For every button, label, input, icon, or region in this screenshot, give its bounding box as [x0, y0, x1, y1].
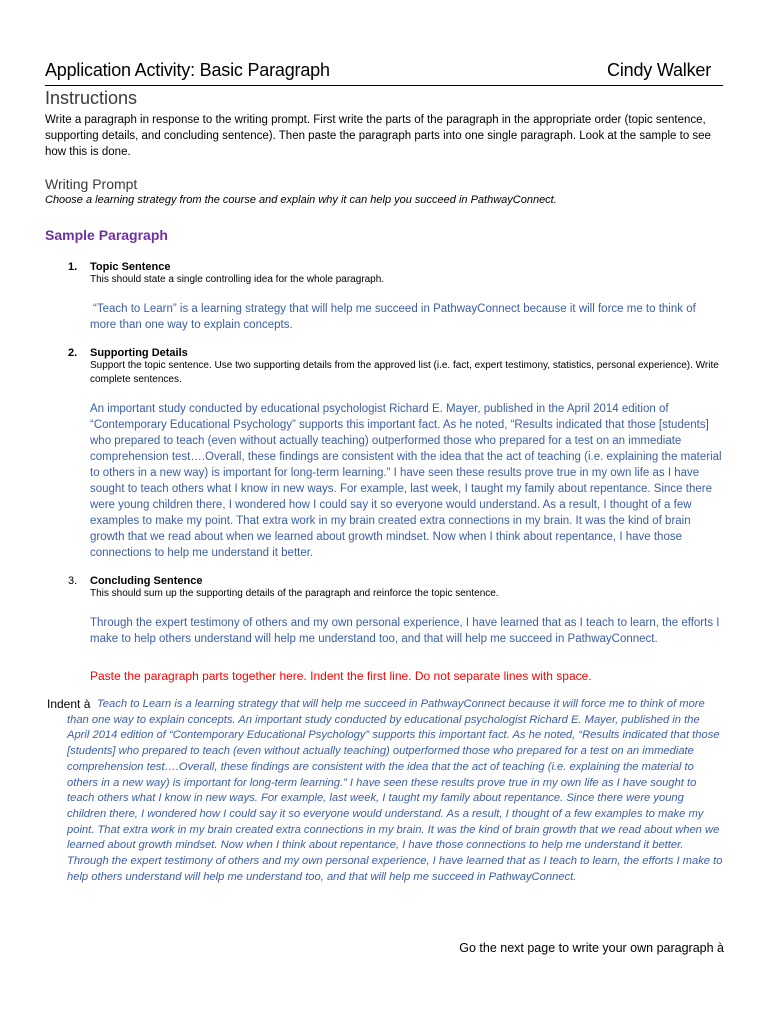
step-description: Support the topic sentence. Use two supporting details from the approved list (i.e. fact, expert testimony, statistics, personal experience). Write complete sentences. [90, 360, 719, 385]
step-topic-sentence [68, 261, 723, 333]
step-description: This should state a single controlling idea for the whole paragraph. [90, 274, 385, 285]
instructions-text: Write a paragraph in response to the writing prompt. First write the parts of the paragraph in the appropriate order (topic sentence, supporting details, and concluding sentence). Then paste the paragraph parts into one single paragraph. Look at the sample to see how this is done. [45, 114, 711, 158]
sample-paragraph-heading: Sample Paragraph [45, 227, 168, 243]
next-page-note: Go the next page to write your own paragraph à [459, 941, 724, 955]
concluding-sentence-text: Through the expert testimony of others and my own personal experience, I have learned that as I teach to learn, the efforts I make to help others understand will help me understand too, and that will help me succeed in PathwayConnect. [90, 617, 720, 645]
combined-paragraph: Teach to Learn is a learning strategy that will help me succeed in PathwayConnect because it will force me to think of more than one way to explain concepts. An important study conducted by educational psychologist Richard E. Mayer, published in the April 2014 edition of “Contemporary Educational Psychology” supports this important fact. As he noted, “Results indicated that those [students] who prepared to teach (even without actually teaching) outperformed those who prepared for a test on an immediate comprehension test….Overall, these findings are consistent with the idea that the act of teaching (i.e. explaining the material to others in a new way) is important for long-term learning.” I have seen these results prove true in my own life as I have sought to teach others what I know in new ways. For example, last week, I taught my family about repentance. Since there were young children there, I wondered how I could say it so everyone would understand. As a result, I thought of a few examples to make my point. That extra work in my brain created extra connections in my brain. It was the kind of brain growth that we read about when we learned about growth mindset. Now when I think about repentance, I have those connections to help me understand it better. Through the expert testimony of others and my own personal experience, I have learned that as I teach to learn, the efforts I make to help others understand will help me understand too, and that will help me succeed in PathwayConnect. [67, 698, 723, 883]
writing-prompt-text: Choose a learning strategy from the course and explain why it can help you succeed in PathwayConnect. [45, 194, 557, 206]
step-name: Topic Sentence [90, 261, 171, 273]
step-number: 1. [68, 261, 78, 273]
step-number: 3. [68, 575, 78, 587]
combined-paragraph-block [45, 697, 723, 885]
author-name: Cindy Walker [607, 60, 711, 80]
writing-prompt-heading: Writing Prompt [45, 176, 138, 192]
indent-label: Indent à [47, 697, 91, 711]
paste-instruction-note: Paste the paragraph parts together here. Indent the first line. Do not separate lines with space. [90, 669, 592, 683]
document-header [45, 60, 723, 86]
supporting-details-text: An important study conducted by educational psychologist Richard E. Mayer, published in the April 2014 edition of “Contemporary Educational Psychology” supports this important fact. As he noted, “Results indicated that those [students] who prepared to teach (even without actually teaching) outperformed those who prepared for a test on an immediate comprehension test….Overall, these findings are consistent with the idea that the act of teaching (i.e. explaining the material to others in a new way) is important for long-term learning.” I have seen these results prove true in my own life as I have sought to teach others what I know in new ways. For example, last week, I taught my family about repentance. Since there were young children there, I wondered how I could say it so everyone would understand. As a result, I thought of a few examples to make my point. That extra work in my brain created extra connections in my brain. It was the kind of brain growth that we read about when we learned about growth mindset. Now when I think about repentance, I have those connections to help me understand it better. [90, 403, 722, 559]
topic-sentence-text: “Teach to Learn” is a learning strategy that will help me succeed in PathwayConnect because it will force me to think of more than one way to explain concepts. [90, 303, 696, 331]
step-concluding-sentence [68, 575, 723, 647]
document-page [45, 60, 723, 885]
instructions-heading: Instructions [45, 88, 138, 108]
step-name: Concluding Sentence [90, 575, 203, 587]
document-title: Application Activity: Basic Paragraph [45, 60, 330, 80]
step-supporting-details [68, 347, 723, 561]
step-name: Supporting Details [90, 347, 188, 359]
step-description: This should sum up the supporting details of the paragraph and reinforce the topic sentence. [90, 588, 499, 599]
step-number: 2. [68, 347, 78, 359]
